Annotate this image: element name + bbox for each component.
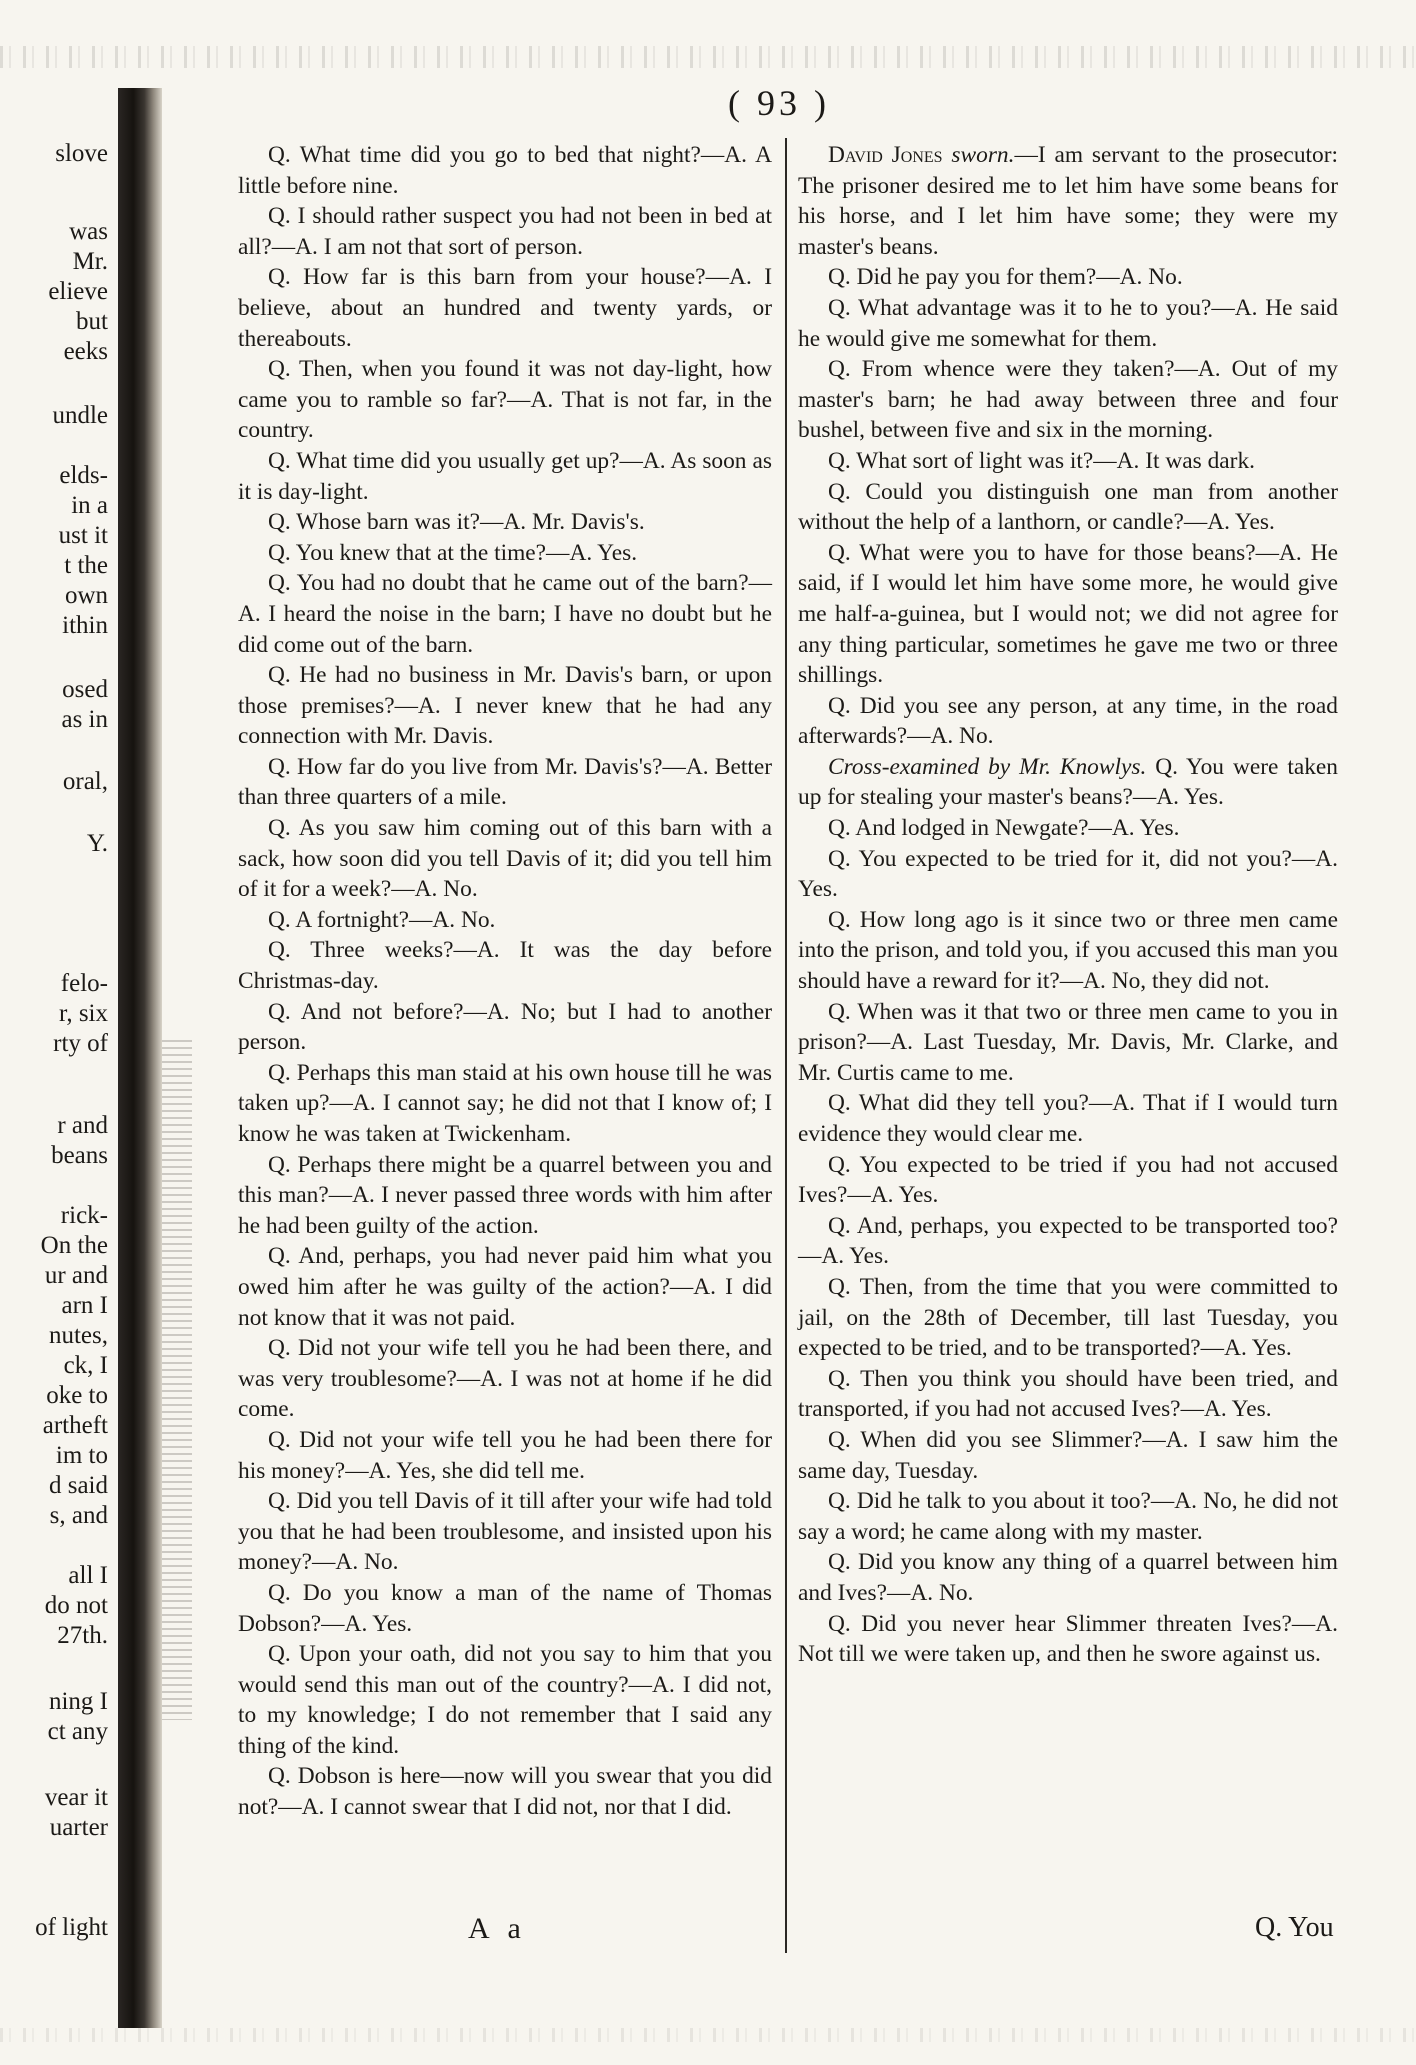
paragraph: Q. You had no doubt that he came out of the barn?—A. I heard the noise in the barn; I have no doubt but he did come out of the barn.	[238, 570, 772, 658]
paragraph: Q. Did he pay you for them?—A. No.	[828, 264, 1183, 291]
fragment: 27th.	[57, 1622, 108, 1649]
catchword: Q. You	[1255, 1912, 1334, 1943]
fragment: do not	[44, 1592, 108, 1619]
paragraph: Q. I should rather suspect you had not been in bed at all?—A. I am not that sort of person.	[238, 203, 772, 260]
fragment: elds-	[59, 462, 108, 489]
paragraph: Q. Then, when you found it was not day-light, how came you to ramble so far?—A. That is not far, in the country.	[238, 356, 772, 444]
fragment: uarter	[49, 1814, 108, 1841]
fragment: t the	[64, 552, 108, 579]
signature-mark: A a	[468, 1912, 527, 1945]
paragraph: Q. He had no business in Mr. Davis's barn, or upon those premises?—A. I never knew that he had any connection with Mr. Davis.	[238, 662, 772, 750]
paragraph: Q. As you saw him coming out of this barn with a sack, how soon did you tell Davis of it; did you tell him of it for a week?—A. No.	[238, 815, 772, 903]
fragment: elieve	[48, 278, 108, 305]
fragment: r and	[57, 1112, 108, 1139]
paragraph-text: —I am servant to the prosecutor: The prisoner desired me to let him have some beans for his horse, and I let him have some; they were my master's beans.	[798, 142, 1338, 260]
fragment: ct any	[47, 1718, 108, 1745]
paragraph: Q. You expected to be tried for it, did not you?—A. Yes.	[798, 845, 1338, 903]
paragraph: Q. Could you distinguish one man from another without the help of a lanthorn, or candle?—A. Yes.	[798, 478, 1338, 536]
paragraph: Q. What time did you go to bed that night?—A. A little before nine.	[238, 142, 772, 199]
fragment: s, and	[49, 1502, 108, 1529]
fragment: own	[64, 582, 108, 609]
paragraph: Q. And, perhaps, you expected to be transported too?—A. Yes.	[798, 1212, 1338, 1270]
fragment: beans	[51, 1142, 108, 1169]
fragment: artheft	[42, 1412, 108, 1439]
paragraph: Q. What advantage was it to he to you?—A. He said he would give me somewhat for them.	[798, 294, 1338, 352]
right-column	[798, 140, 1338, 1670]
paragraph: Q. What did they tell you?—A. That if I would turn evidence they would clear me.	[798, 1090, 1338, 1147]
fragment: nutes,	[48, 1322, 108, 1349]
column-rule	[785, 138, 787, 1953]
witness-name: David Jones	[828, 142, 943, 168]
fragment: On the	[40, 1232, 108, 1259]
paragraph: Q. How far is this barn from your house?—A. I believe, about an hundred and twenty yards, or thereabouts.	[238, 264, 772, 352]
paragraph: Q. When did you see Slimmer?—A. I saw him the same day, Tuesday.	[798, 1426, 1338, 1484]
paragraph: Q. What time did you usually get up?—A. As soon as it is day-light.	[238, 447, 772, 505]
paragraph: Q. And lodged in Newgate?—A. Yes.	[828, 815, 1180, 842]
fragment: felo-	[60, 970, 108, 997]
paragraph: Q. When was it that two or three men came to you in prison?—A. Last Tuesday, Mr. Davis, Mr. Clarke, and Mr. Curtis came to me.	[798, 998, 1338, 1086]
page-number: ( 93 )	[728, 83, 830, 123]
paragraph: Q. Dobson is here—now will you swear that you did not?—A. I cannot swear that I did not, nor that I did.	[238, 1763, 772, 1821]
cross-examination-paragraph	[798, 752, 1338, 813]
paragraph: Q. Did you tell Davis of it till after your wife had told you that he had been troublesome, and insisted upon his money?—A. No.	[238, 1488, 772, 1576]
paragraph: Q. How far do you live from Mr. Davis's?—A. Better than three quarters of a mile.	[238, 753, 772, 811]
fragment: eeks	[63, 338, 108, 365]
paragraph: Q. Did not your wife tell you he had been there for his money?—A. Yes, she did tell me.	[238, 1426, 772, 1484]
paragraph: Q. You expected to be tried if you had not accused Ives?—A. Yes.	[798, 1151, 1338, 1209]
fragment: r, six	[59, 1000, 108, 1027]
paragraph-text: Q. You were taken up for stealing your master's beans?—A. Yes.	[798, 753, 1338, 811]
paragraph: Q. Upon your oath, did not you say to him that you would send this man out of the country?—A. I did not, to my knowledge; I do not remember that I said any thing of the kind.	[238, 1641, 772, 1759]
witness-heading-paragraph	[798, 140, 1338, 262]
fragment: but	[76, 308, 108, 335]
fragment: oral,	[62, 768, 108, 795]
paragraph: Q. Then, from the time that you were committed to jail, on the 28th of December, till last Tuesday, you expected to be tried, and to be transported?—A. Yes.	[798, 1273, 1338, 1362]
witness-sworn: sworn.	[951, 142, 1015, 168]
paragraph: Q. And not before?—A. No; but I had to another person.	[238, 998, 772, 1056]
paragraph: Q. How long ago is it since two or three men came into the prison, and told you, if you accused this man you should have a reward for it?—A. No, they did not.	[798, 906, 1338, 995]
fragment: vear it	[44, 1784, 108, 1811]
paragraph: Q. A fortnight?—A. No.	[268, 906, 496, 933]
paragraph: Q. Whose barn was it?—A. Mr. Davis's.	[268, 509, 645, 536]
paragraph: Q. What sort of light was it?—A. It was dark.	[828, 447, 1256, 474]
fragment: d said	[48, 1472, 108, 1499]
fragment: Y.	[86, 830, 108, 857]
binding-gutter	[118, 88, 162, 2028]
paragraph: Q. Did you see any person, at any time, in the road afterwards?—A. No.	[798, 692, 1338, 750]
fragment: in a	[71, 492, 108, 519]
bottom-scan-noise	[0, 2028, 1416, 2042]
fragment: osed	[62, 676, 108, 703]
paragraph: Q. Then you think you should have been tried, and transported, if you had not accused Ives?—A. Yes.	[798, 1365, 1338, 1423]
fragment: slove	[55, 140, 108, 167]
paragraph: Q. Three weeks?—A. It was the day before Christmas-day.	[238, 937, 772, 995]
top-scan-noise	[0, 46, 1416, 68]
fragment: was	[69, 218, 108, 245]
paragraph: Q. And, perhaps, you had never paid him what you owed him after he was guilty of the action?—A. I did not know that it was not paid.	[238, 1243, 772, 1331]
paragraph: Q. Perhaps there might be a quarrel between you and this man?—A. I never passed three words with him after he had been guilty of the action.	[238, 1151, 772, 1239]
paragraph: Q. Did you never hear Slimmer threaten Ives?—A. Not till we were taken up, and then he swore against us.	[798, 1610, 1338, 1668]
fragment: rty of	[53, 1030, 108, 1057]
fragment: all I	[68, 1562, 108, 1589]
fragment: as in	[61, 706, 108, 733]
fragment: ning I	[48, 1688, 108, 1715]
paragraph: Q. Perhaps this man staid at his own house till he was taken up?—A. I cannot say; he did not that I know of; I know he was taken at Twickenham.	[238, 1059, 772, 1147]
fragment: undle	[52, 402, 108, 429]
fragment: Mr.	[72, 248, 108, 275]
fragment: of light	[35, 1914, 108, 1941]
paragraph: Q. Do you know a man of the name of Thomas Dobson?—A. Yes.	[238, 1579, 772, 1637]
paragraph: Q. You knew that at the time?—A. Yes.	[268, 539, 638, 566]
cross-examined-heading: Cross-examined by Mr. Knowlys.	[828, 753, 1147, 780]
paragraph: Q. From whence were they taken?—A. Out of my master's barn; he had away between three and four bushel, between five and six in the morning.	[798, 356, 1338, 444]
fragment: ithin	[62, 612, 108, 639]
fragment: rick-	[60, 1202, 108, 1229]
fragment: ur and	[44, 1262, 108, 1289]
fragment: ck, I	[63, 1352, 108, 1379]
fragment: arn I	[61, 1292, 108, 1319]
paragraph: Q. Did not your wife tell you he had been there, and was very troublesome?—A. I was not at home if he did come.	[238, 1335, 772, 1423]
paragraph: Q. What were you to have for those beans?—A. He said, if I would let him have some more, he would give me half-a-guinea, but I would not; we did not agree for any thing particular, sometimes he gave me two or three shillings.	[798, 539, 1338, 689]
left-column	[238, 140, 772, 1823]
binding-shadow	[162, 1040, 192, 1720]
paragraph: Q. Did he talk to you about it too?—A. No, he did not say a word; he came along with my master.	[798, 1488, 1338, 1545]
fragment: ust it	[58, 522, 108, 549]
fragment: im to	[55, 1442, 108, 1469]
paragraph: Q. Did you know any thing of a quarrel between him and Ives?—A. No.	[798, 1549, 1338, 1606]
fragment: oke to	[46, 1382, 108, 1409]
